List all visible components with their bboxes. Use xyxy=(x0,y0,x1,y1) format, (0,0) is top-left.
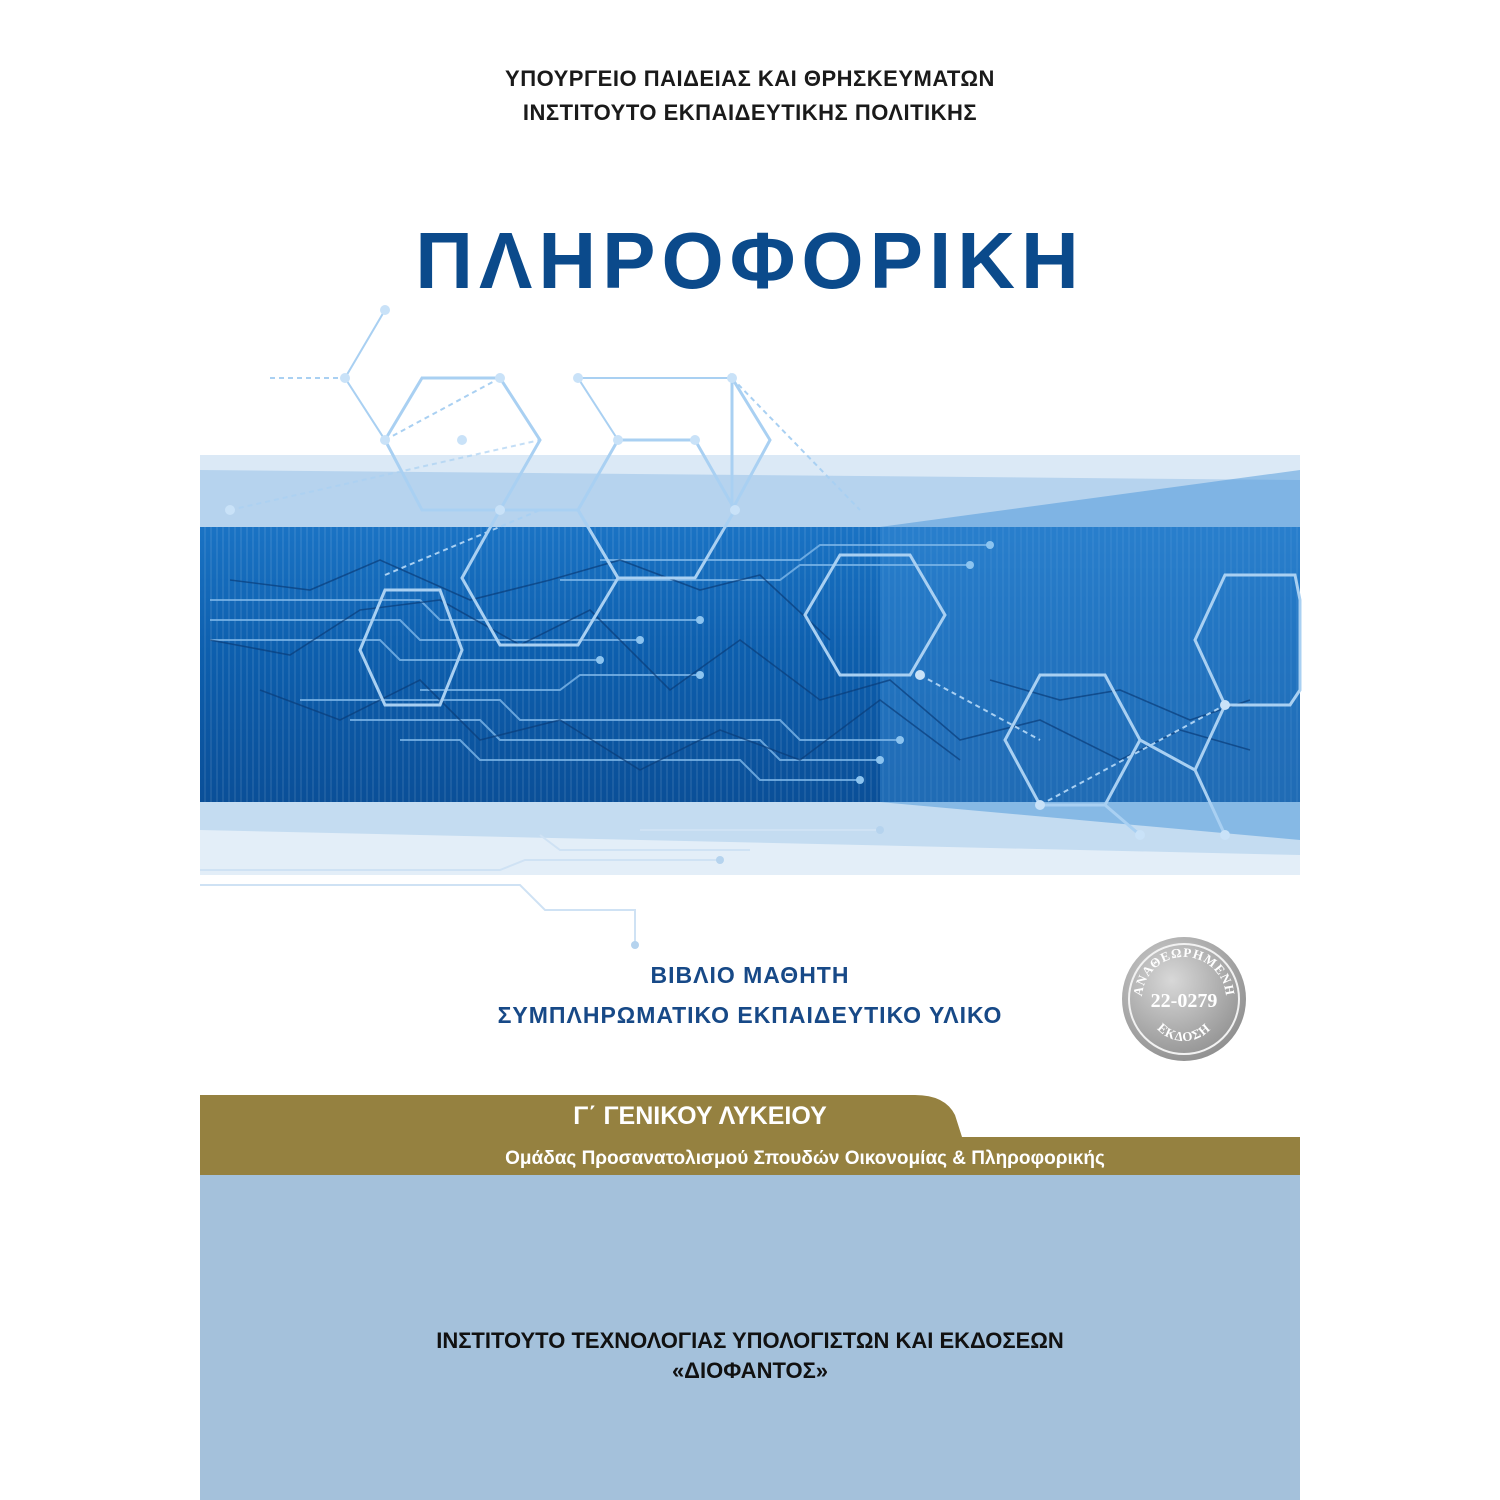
seal-top-text: ΑΝΑΘΕΩΡΗΜΕΝΗ xyxy=(1129,944,1239,998)
seal-code: 22-0279 xyxy=(1150,990,1218,1012)
program-label: Ομάδας Προσανατολισμού Σπουδών Οικονομίας & Πληροφορικής xyxy=(505,1148,1105,1169)
institute-name: ΙΝΣΤΙΤΟΥΤΟ ΕΚΠΑΙΔΕΥΤΙΚΗΣ ΠΟΛΙΤΙΚΗΣ xyxy=(522,100,978,125)
publisher-brand: «ΔΙΟΦΑΝΤΟΣ» xyxy=(671,1358,829,1383)
book-description: ΣΥΜΠΛΗΡΩΜΑΤΙΚΟ ΕΚΠΑΙΔΕΥΤΙΚΟ ΥΛΙΚΟ xyxy=(497,1002,1003,1028)
book-title: ΠΛΗΡΟΦΟΡΙΚΗ xyxy=(415,216,1085,305)
publisher-name: ΙΝΣΤΙΤΟΥΤΟ ΤΕΧΝΟΛΟΓΙΑΣ ΥΠΟΛΟΓΙΣΤΩΝ ΚΑΙ ΕΚΔΟΣΕΩΝ xyxy=(436,1328,1064,1353)
seal-bottom-text: ΕΚΔΟΣΗ xyxy=(1154,1019,1214,1045)
grade-label: Γ΄ ΓΕΝΙΚΟΥ ΛΥΚΕΙΟΥ xyxy=(573,1102,827,1130)
book-type: ΒΙΒΛΙΟ ΜΑΘΗΤΗ xyxy=(650,962,850,988)
revised-edition-seal xyxy=(1120,935,1248,1063)
ministry-name: ΥΠΟΥΡΓΕΙΟ ΠΑΙΔΕΙΑΣ ΚΑΙ ΘΡΗΣΚΕΥΜΑΤΩΝ xyxy=(505,66,995,91)
